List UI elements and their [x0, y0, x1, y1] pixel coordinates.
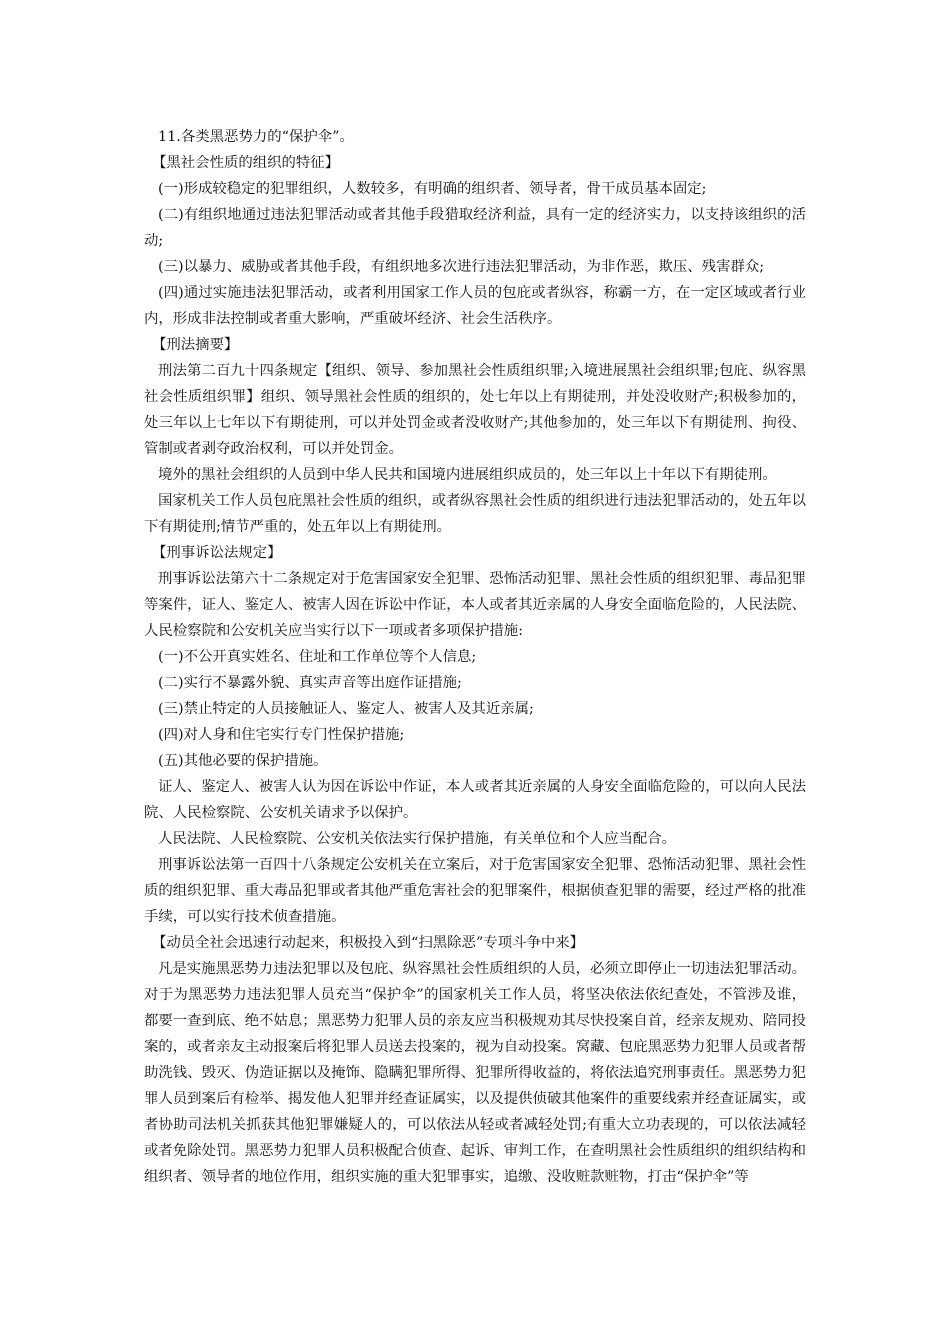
body-paragraph: 刑事诉讼法第六十二条规定对于危害国家安全犯罪、恐怖活动犯罪、黑社会性质的组织犯罪、毒品犯罪等案件，证人、鉴定人、被害人因在诉讼中作证，本人或者其近亲属的人身安全面临危险的，人民法院、人民检察院和公安机关应当实行以下一项或者多项保护措施:	[144, 571, 806, 639]
body-paragraph: (四)通过实施违法犯罪活动，或者利用国家工作人员的包庇或者纵容，称霸一方，在一定区域或者行业内，形成非法控制或者重大影响，严重破坏经济、社会生活秩序。	[144, 285, 806, 327]
body-paragraph: 证人、鉴定人、被害人认为因在诉讼中作证，本人或者其近亲属的人身安全面临危险的，可以向人民法院、人民检察院、公安机关请求予以保护。	[144, 779, 806, 821]
body-paragraph: (一)形成较稳定的犯罪组织，人数较多，有明确的组织者、领导者，骨干成员基本固定;	[158, 181, 707, 197]
body-paragraph: 凡是实施黑恶势力违法犯罪以及包庇、纵容黑社会性质组织的人员，必须立即停止一切违法犯罪活动。对于为黑恶势力违法犯罪人员充当“保护伞”的国家机关工作人员，将坚决依法依纪查处，不管涉及谁，都要一查到底、绝不姑息；黑恶势力犯罪人员的亲友应当积极规劝其尽快投案自首，经亲友规劝、陪同投案的，或者亲友主动报案后将犯罪人员送去投案的，视为自动投案。窝藏、包庇黑恶势力犯罪人员或者帮助洗钱、毁灭、伪造证据以及掩饰、隐瞒犯罪所得、犯罪所得收益的，将依法追究刑事责任。黑恶势力犯罪人员到案后有检举、揭发他人犯罪并经查证属实，以及提供侦破其他案件的重要线索并经查证属实，或者协助司法机关抓获其他犯罪嫌疑人的，可以依法从轻或者减轻处罚;有重大立功表现的，可以依法减轻或者免除处罚。黑恶势力犯罪人员积极配合侦查、起诉、审判工作，在查明黑社会性质组织的组织结构和组织者、领导者的地位作用，组织实施的重大犯罪事实，追缴、没收赃款赃物，打击“保护伞”等	[144, 961, 806, 1185]
body-paragraph: (二)实行不暴露外貌、真实声音等出庭作证措施;	[158, 675, 462, 691]
body-paragraph: 刑事诉讼法第一百四十八条规定公安机关在立案后，对于危害国家安全犯罪、恐怖活动犯罪、黑社会性质的组织犯罪、重大毒品犯罪或者其他严重危害社会的犯罪案件，根据侦查犯罪的需要，经过严格的批准手续，可以实行技术侦查措施。	[144, 857, 806, 925]
section-heading: 【刑法摘要】	[152, 337, 239, 353]
section-heading: 【刑事诉讼法规定】	[152, 545, 282, 561]
body-paragraph: 境外的黑社会组织的人员到中华人民共和国境内进展组织成员的，处三年以上十年以下有期徒刑。	[158, 467, 777, 483]
body-paragraph: (三)禁止特定的人员接触证人、鉴定人、被害人及其近亲属;	[158, 701, 534, 717]
section-heading: 【黑社会性质的组织的特征】	[152, 155, 340, 171]
body-paragraph: 刑法第二百九十四条规定【组织、领导、参加黑社会性质组织罪;入境进展黑社会组织罪;包庇、纵容黑社会性质组织罪】组织、领导黑社会性质的组织的，处七年以上有期徒刑，并处没收财产;积极参加的，处三年以上七年以下有期徒刑，可以并处罚金或者没收财产;其他参加的，处三年以下有期徒刑、拘役、管制或者剥夺政治权利，可以并处罚金。	[144, 363, 806, 457]
document-page	[144, 124, 806, 1190]
body-paragraph: (二)有组织地通过违法犯罪活动或者其他手段猎取经济利益，具有一定的经济实力，以支持该组织的活动;	[144, 207, 806, 249]
body-paragraph: (五)其他必要的保护措施。	[158, 753, 328, 769]
body-paragraph: (四)对人身和住宅实行专门性保护措施;	[158, 727, 405, 743]
document-body	[144, 150, 806, 1190]
body-paragraph: 人民法院、人民检察院、公安机关依法实行保护措施，有关单位和个人应当配合。	[158, 831, 677, 847]
section-heading: 【动员全社会迅速行动起来，积极投入到“扫黑除恶”专项斗争中来】	[152, 935, 585, 951]
body-paragraph: (三)以暴力、威胁或者其他手段，有组织地多次进行违法犯罪活动，为非作恶，欺压、残害群众;	[158, 259, 765, 275]
document-title: 11.各类黑恶势力的“保护伞”。	[158, 129, 354, 145]
body-paragraph: (一)不公开真实姓名、住址和工作单位等个人信息;	[158, 649, 477, 665]
body-paragraph: 国家机关工作人员包庇黑社会性质的组织，或者纵容黑社会性质的组织进行违法犯罪活动的，处五年以下有期徒刑;情节严重的，处五年以上有期徒刑。	[144, 493, 806, 535]
